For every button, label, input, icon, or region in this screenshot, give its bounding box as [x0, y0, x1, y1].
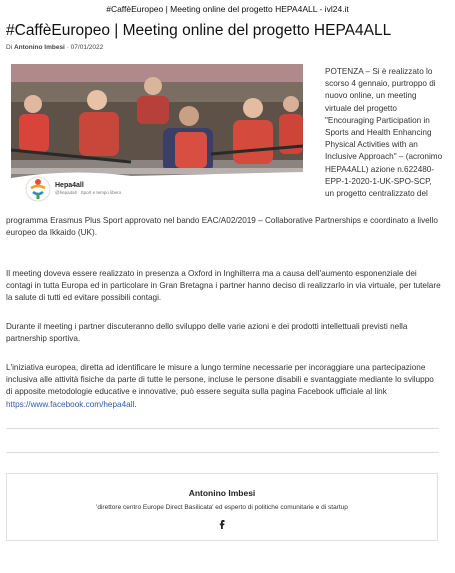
paragraph-initiative [6, 362, 442, 411]
byline-date: 07/01/2022 [70, 44, 104, 51]
paragraph-partners: Durante il meeting i partner discuteranno dello sviluppo delle varie azioni e dei prodotti intellettuali previsti nella partnership sportiva. [6, 322, 408, 344]
logo-text [55, 182, 121, 195]
window-title: #CaffèEuropeo | Meeting online del progetto HEPA4ALL - ivl24.it [106, 4, 349, 14]
logo-overlay [11, 168, 303, 214]
intro-paragraph-side: POTENZA – Si è realizzato lo scorso 4 gennaio, purtroppo di nuovo online, un meeting virtuale del progetto "Encouraging Participation in Sports and Health Enhancing Physical Activities with an Inclusive Approach" – (acronimo HEPA4ALL) azione n.622480-EPP-1-2020-1-UK-SPO-SCP, un progetto centralizzato del [325, 67, 443, 199]
logo-subtitle: @hepa4all · Sport e tempo libero [55, 190, 122, 195]
paragraph-meeting: Il meeting doveva essere realizzato in presenza a Oxford in Inghilterra ma a causa dell'aumento esponenziale dei contagi in tutta Europa ed in particolare in Gran Bretagna i partner hanno deciso di realizzarlo in via virtuale, per tutelare la salute di tutti ed evitare possibili contagi. [6, 269, 441, 303]
divider [6, 452, 439, 453]
author-box [6, 473, 438, 541]
byline-prefix: Di [6, 44, 13, 51]
paragraph-initiative-end: . [134, 399, 137, 409]
divider [6, 428, 439, 429]
hepa4all-logo-icon [25, 176, 51, 202]
page-title: #CaffèEuropeo | Meeting online del progetto HEPA4ALL [6, 22, 392, 39]
facebook-icon[interactable] [217, 519, 227, 529]
byline-separator: · [66, 44, 69, 51]
author-box-name[interactable]: Antonino Imbesi [188, 488, 256, 498]
facebook-page-link[interactable]: https://www.facebook.com/hepa4all [6, 399, 135, 409]
intro-paragraph-continuation: programma Erasmus Plus Sport approvato nel bando EAC/A02/2019 – Collaborative Partnerships e coordinato a livello europeo da Ikkaido (UK). [6, 216, 438, 238]
logo-name: Hepa4all [55, 182, 84, 189]
author-box-bio: 'direttore centro Europe Direct Basilicata' ed esperto di politiche comunitarie e di startup [96, 504, 348, 511]
byline [6, 44, 103, 51]
byline-author[interactable]: Antonino Imbesi [13, 44, 65, 51]
paragraph-initiative-text: L'iniziativa europea, diretta ad identificare le misure a lungo termine necessarie per incoraggiare una partecipazione inclusiva alle attività fisiche da parte di tutte le persone, incluse le persone disabili e svantaggiate mediante lo sviluppo di apposite metodologie educative e innovative, può essere seguita sulla pagina Facebook ufficiale al link [6, 363, 434, 397]
